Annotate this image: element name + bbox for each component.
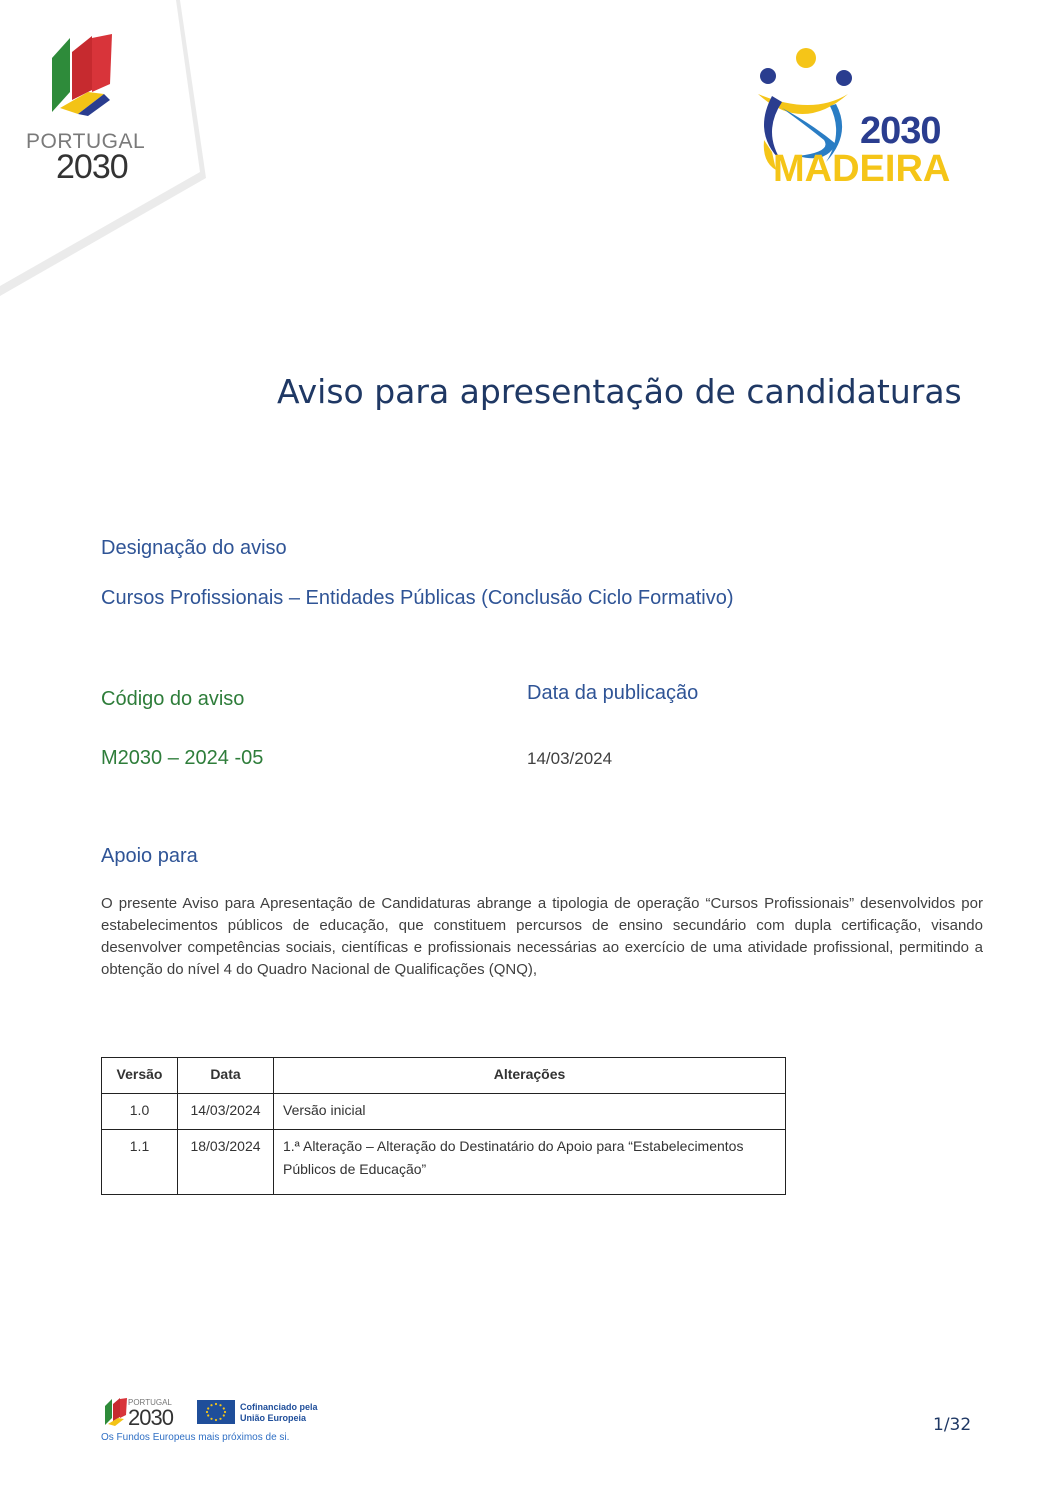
support-text: O presente Aviso para Apresentação de Candidaturas abrange a tipologia de operação “Cursos Profissionais” desenvolvidos por estabelecimentos públicos de educação, que constituem percursos de ensino secundário com dupla certificação, visando desenvolver competências sociais, científicas e profissionais necessárias ao exercício de uma atividade profissional, permitindo a obtenção do nível 4 do Quadro Nacional de Qualificações (QNQ), [101,895,983,978]
eu-text-line2: União Europeia [240,1413,307,1423]
table-cell: 18/03/2024 [178,1130,274,1195]
table-cell: 1.0 [102,1094,178,1130]
table-header-cell: Versão [102,1058,178,1094]
eu-cofinanced-text [240,1402,318,1424]
footer-portugal-text: PORTUGAL [128,1398,172,1407]
portugal-logo-text: PORTUGAL [26,130,146,153]
madeira-logo-word: MADEIRA [773,148,951,190]
publication-heading: Data da publicação [527,682,699,704]
table-cell: 1.ª Alteração – Alteração do Destinatário do Apoio para “Estabelecimentos Públicos de Educação” [274,1130,786,1195]
versions-table [101,1057,786,1195]
madeira-logo-year: 2030 [860,110,941,152]
footer-tagline: Os Fundos Europeus mais próximos de si. [101,1432,290,1443]
table-header-cell: Alterações [274,1058,786,1094]
page-number: 1/32 [933,1415,972,1435]
table-cell: 1.1 [102,1130,178,1195]
table-header-row [102,1058,786,1094]
eu-text-line1: Cofinanciado pela [240,1402,318,1412]
code-heading: Código do aviso [101,688,245,710]
footer-portugal-flag-icon [104,1398,128,1426]
table-row [102,1094,786,1130]
document-title: Aviso para apresentação de candidaturas [277,372,962,411]
designation-value: Cursos Profissionais – Entidades Públicas (Conclusão Ciclo Formativo) [101,587,734,609]
footer-portugal-logo: 2030 [128,1405,173,1430]
table-cell: Versão inicial [274,1094,786,1130]
table-cell: 14/03/2024 [178,1094,274,1130]
designation-heading: Designação do aviso [101,537,287,559]
eu-flag-icon [197,1400,235,1424]
table-row [102,1130,786,1195]
code-value: M2030 – 2024 -05 [101,747,264,769]
publication-date: 14/03/2024 [527,749,613,768]
portugal-logo-year: 2030 [56,148,128,186]
table-header-cell: Data [178,1058,274,1094]
portugal-flag-icon [48,34,114,116]
support-heading: Apoio para [101,845,198,867]
